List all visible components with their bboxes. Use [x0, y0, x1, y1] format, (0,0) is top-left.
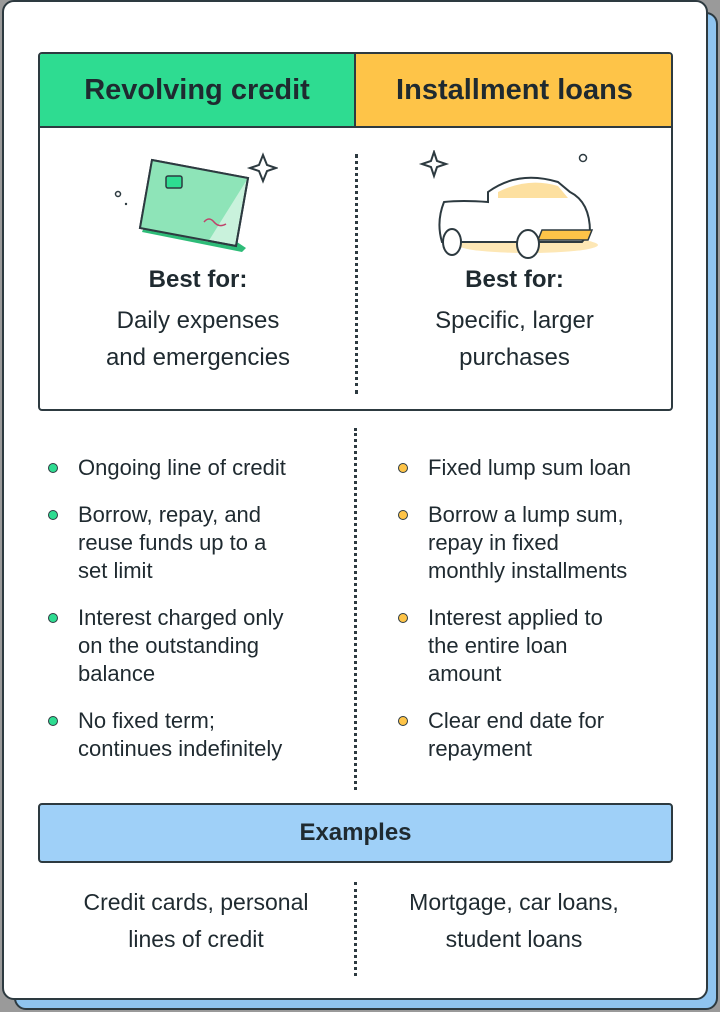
- feature-item: [390, 604, 710, 688]
- bullet-dot-icon: [48, 463, 58, 473]
- feature-item: [390, 707, 710, 763]
- best-for-text: [356, 302, 673, 376]
- best-for-label: Best for:: [148, 266, 248, 293]
- bullet-dot-icon: [48, 716, 58, 726]
- best-for-line: and emergencies: [105, 344, 291, 371]
- best-for-text: [40, 302, 356, 376]
- examples-header: Examples: [38, 803, 673, 863]
- feature-line: Clear end date for: [428, 708, 605, 733]
- best-for-label: Best for:: [465, 266, 564, 293]
- installment-examples: [356, 884, 672, 958]
- installment-features-list: [390, 454, 710, 782]
- best-for-line: Daily expenses: [116, 307, 280, 334]
- installment-best-for: [356, 266, 673, 376]
- feature-line: set limit: [78, 558, 153, 583]
- example-line: student loans: [445, 926, 583, 952]
- revolving-best-for: [40, 266, 356, 376]
- bullet-dot-icon: [48, 613, 58, 623]
- feature-line: Ongoing line of credit: [78, 455, 286, 480]
- example-line: lines of credit: [128, 926, 264, 952]
- feature-line: reuse funds up to a: [78, 530, 267, 555]
- bullet-dot-icon: [48, 510, 58, 520]
- feature-line: repay in fixed: [428, 530, 559, 555]
- header-installment-loans: Installment loans: [356, 54, 673, 128]
- feature-line: Interest applied to: [428, 605, 603, 630]
- example-line: Mortgage, car loans,: [409, 889, 619, 915]
- best-for-line: Specific, larger: [435, 307, 594, 334]
- best-for-line: purchases: [459, 344, 570, 371]
- feature-item: [40, 707, 350, 763]
- feature-line: monthly installments: [428, 558, 628, 583]
- revolving-features-list: [40, 454, 350, 782]
- feature-item: [40, 604, 350, 688]
- credit-card-icon: [108, 150, 278, 260]
- feature-item: [40, 454, 350, 482]
- example-line: Credit cards, personal: [83, 889, 309, 915]
- feature-line: on the outstanding: [78, 633, 260, 658]
- feature-item: [390, 454, 710, 482]
- feature-line: Borrow, repay, and: [78, 502, 262, 527]
- revolving-examples: [38, 884, 354, 958]
- feature-line: amount: [428, 661, 502, 686]
- feature-item: [40, 501, 350, 585]
- feature-line: repayment: [428, 736, 532, 761]
- header-revolving-credit: Revolving credit: [40, 54, 356, 128]
- bullet-dot-icon: [398, 613, 408, 623]
- feature-item: [390, 501, 710, 585]
- car-icon: [418, 150, 608, 260]
- feature-line: Fixed lump sum loan: [428, 455, 631, 480]
- bullet-dot-icon: [398, 716, 408, 726]
- feature-line: No fixed term;: [78, 708, 215, 733]
- bullet-dot-icon: [398, 510, 408, 520]
- comparison-table: [38, 52, 673, 411]
- bullets-divider: [354, 428, 357, 790]
- feature-line: the entire loan: [428, 633, 568, 658]
- feature-line: Interest charged only: [78, 605, 284, 630]
- bullet-dot-icon: [398, 463, 408, 473]
- feature-line: Borrow a lump sum,: [428, 502, 624, 527]
- feature-line: balance: [78, 661, 156, 686]
- feature-line: continues indefinitely: [78, 736, 283, 761]
